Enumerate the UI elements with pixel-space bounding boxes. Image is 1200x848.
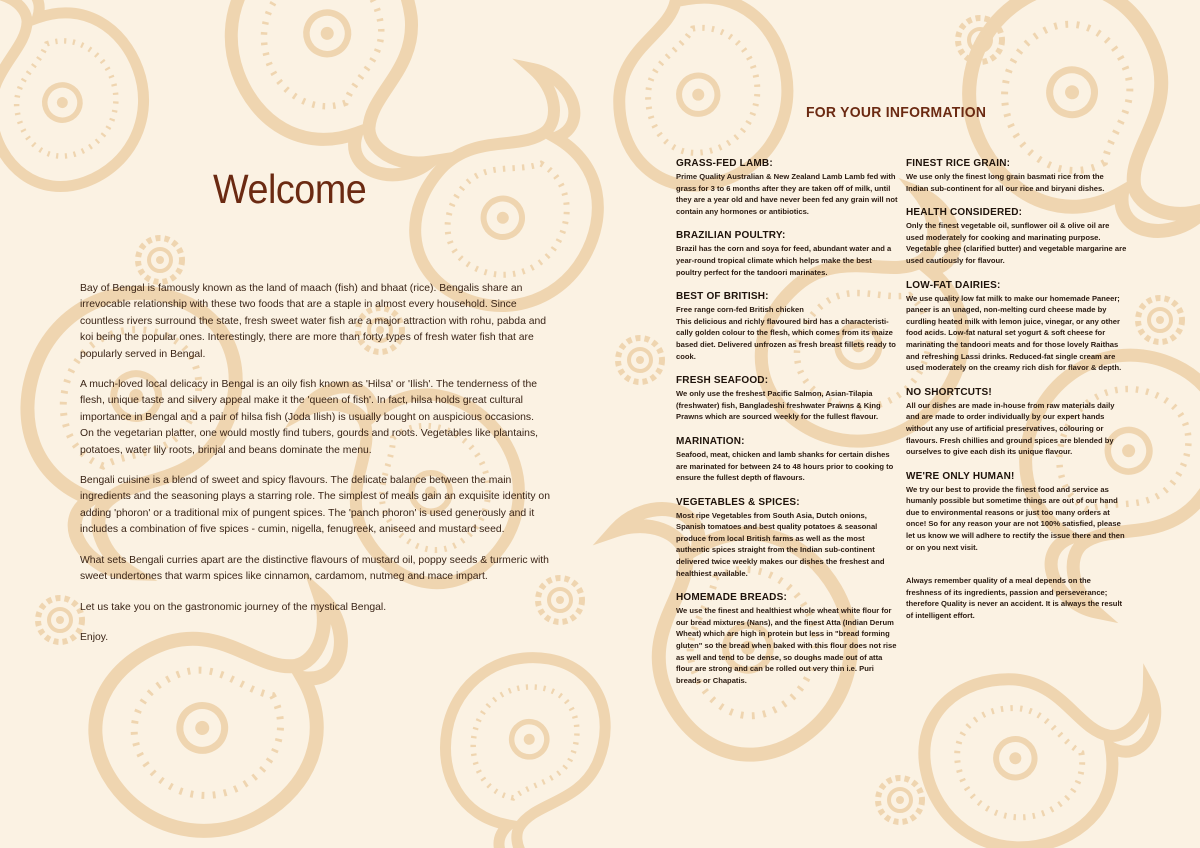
section-title: WE'RE ONLY HUMAN! xyxy=(906,470,1015,482)
section-body: Most ripe Vegetables from South Asia, Dutch onions, Spanish tomatoes and best quality potatoes & seasonal produce from local British farms as well as the most authentic spices straight from the Indian sub-continent delivered twice weekly makes our dishes the freshest and healthiest available. xyxy=(676,510,885,578)
info-section-low-fat-dairies xyxy=(906,280,1128,374)
section-body: Prime Quality Australian & New Zealand Lamb Lamb fed with grass for 3 to 6 months after they are taken off of milk, until they are a year old and have never been fed any grain will not contain any hormones or antibiotics. xyxy=(676,172,898,216)
section-body: All our dishes are made in-house from raw materials daily and are made to order individually by our expert hands without any use of artificial preservatives, colouring or flavours. Fresh chillies and ground spices are blended by ourselves to give each dish its unique flavour. xyxy=(906,400,1115,457)
section-title: FINEST RICE GRAIN: xyxy=(906,158,1011,169)
section-title: LOW-FAT DAIRIES: xyxy=(906,279,1001,291)
section-title: HOMEMADE BREADS: xyxy=(676,592,787,604)
section-body: We use the finest and healthiest whole wheat white flour for our bread mixtures (Nans), and the finest Atta (Indian Derum Wheat) which are high in protein but less in "bread forming gluten" so the bread when baked with this flour does not rise as well and tend to be dense, so doughs made out of atta flour are strong and can be rolled out very thin i.e. Puri breads or Chapatis. xyxy=(676,606,897,685)
section-body: Free range corn-fed British chicken This delicious and richly flavoured bird has a characteristi-cally golden colour to the flesh, which comes from its maize based diet. Delivered unfrozen as fresh breast fillets ready to cook. xyxy=(676,305,896,361)
intro-paragraph: A much-loved local delicacy in Bengal is an oily fish known as 'Hilsa' or 'Ilish'. The tenderness of the flesh, unique taste and silvery appeal make it the 'queen of fish'. In fact, hilsa holds great cultural importance in Bengal and a pair of hilsa fish (Joda Ilish) is usually bought on auspicious occasions. On the vegetarian platter, one would mostly find tubers, gourds and roots. Vegetables like plantains, potatoes, water lily roots, brinjal and beans dominate the menu. xyxy=(80,379,539,456)
intro-text xyxy=(80,281,550,660)
info-column-right xyxy=(906,158,1128,622)
info-column-left xyxy=(676,158,898,699)
info-section-marination xyxy=(676,436,898,484)
info-section-brazilian-poultry xyxy=(676,230,898,278)
section-title: GRASS-FED LAMB: xyxy=(676,158,773,169)
section-title: BEST OF BRITISH: xyxy=(676,291,769,303)
info-section-fresh-seafood xyxy=(676,375,898,423)
intro-paragraph: Let us take you on the gastronomic journey of the mystical Bengal. xyxy=(80,601,387,613)
section-title: NO SHORTCUTS! xyxy=(906,386,992,398)
section-title: FRESH SEAFOOD: xyxy=(676,375,769,387)
section-title: VEGETABLES & SPICES: xyxy=(676,496,800,508)
info-section-health-considered xyxy=(906,207,1128,266)
section-body: Seafood, meat, chicken and lamb shanks for certain dishes are marinated for between 24 to 48 hours prior to cooking to ensure the fullest depth of flavours. xyxy=(676,449,894,483)
info-section-only-human xyxy=(906,471,1128,554)
section-body: We try our best to provide the finest food and service as humanly possible but sometime things are out of our hand due to environmental reasons or just too many orders at once! So for any reason your are not 100% satisfied, please let us know we will adhere to rectify the issue there and then or on you next visit. xyxy=(906,484,1125,552)
intro-paragraph: What sets Bengali curries apart are the distinctive flavours of mustard oil, poppy seeds & turmeric with sweet undertones that warm spices like cinnamon, cardamom, nutmeg and mace impart. xyxy=(80,554,549,583)
info-section-no-shortcuts xyxy=(906,387,1128,458)
welcome-title: Welcome xyxy=(213,166,367,212)
intro-paragraph: Bengali cuisine is a blend of sweet and spicy flavours. The delicate balance between the main ingredients and the seasoning plays a starring role. The simplest of meals gain an exquisite identity on adding 'phoron' or a traditional mix of pungent spices. The 'panch phoron' is used generously and it includes a combination of five spices - cumin, nigella, fenugreek, aniseed and mustard seed. xyxy=(80,475,550,536)
section-title: BRAZILIAN POULTRY: xyxy=(676,230,786,242)
section-body: We use only the finest long grain basmati rice from the Indian sub-continent for all our rice and biryani dishes. xyxy=(906,172,1105,193)
section-body: Brazil has the corn and soya for feed, abundant water and a year-round tropical climate which helps make the best poultry perfect for the tandoori marinates. xyxy=(676,244,892,277)
info-section-finest-rice-grain xyxy=(906,158,1128,194)
info-section-vegetables-spices xyxy=(676,497,898,580)
info-heading: FOR YOUR INFORMATION xyxy=(806,104,987,121)
section-title: MARINATION: xyxy=(676,435,745,447)
intro-paragraph: Bay of Bengal is famously known as the land of maach (fish) and bhaat (rice). Bengalis share an irrevocable relationship with these two foods that are a staple in almost every household. Since countless rivers surround the state, fresh sweet water fish are a major attraction with rohu, pabda and koi being the popular ones. Interestingly, there are more than forty types of fresh water fish that are popularly served in Bengal. xyxy=(80,283,547,360)
section-body: We use quality low fat milk to make our homemade Paneer; paneer is an unaged, non-melting curd cheese made by curdling heated milk with lemon juice, vinegar, or any other food acids. Low-fat natural set yogurt & soft cheese for marinating the tandoori meats and for those lovely Raithas and refreshing Lassi drinks. Reduced-fat single cream are used moderately on the creamy rich dish for flavor & depth. xyxy=(906,293,1122,373)
closing-statement: Always remember quality of a meal depends on the freshness of its ingredients, passion and perseverance; therefore Quality is never an accident. It is always the result of intelligent effort. xyxy=(906,576,1123,621)
section-body: Only the finest vegetable oil, sunflower oil & olive oil are used moderately for cooking and marinating purpose. Vegetable ghee (clarified butter) and vegetable margarine are used cautiously for flavour. xyxy=(906,221,1127,265)
section-body: We only use the freshest Pacific Salmon, Asian-Tilapia (freshwater) fish, Bangladeshi freshwater Prawns & King Prawns which are sourced weekly for the fullest flavour. xyxy=(676,389,881,422)
info-section-homemade-breads xyxy=(676,592,898,686)
info-section-grass-fed-lamb xyxy=(676,158,898,217)
section-title: HEALTH CONSIDERED: xyxy=(906,207,1023,219)
intro-paragraph: Enjoy. xyxy=(80,631,109,643)
info-section-best-of-british xyxy=(676,291,898,362)
